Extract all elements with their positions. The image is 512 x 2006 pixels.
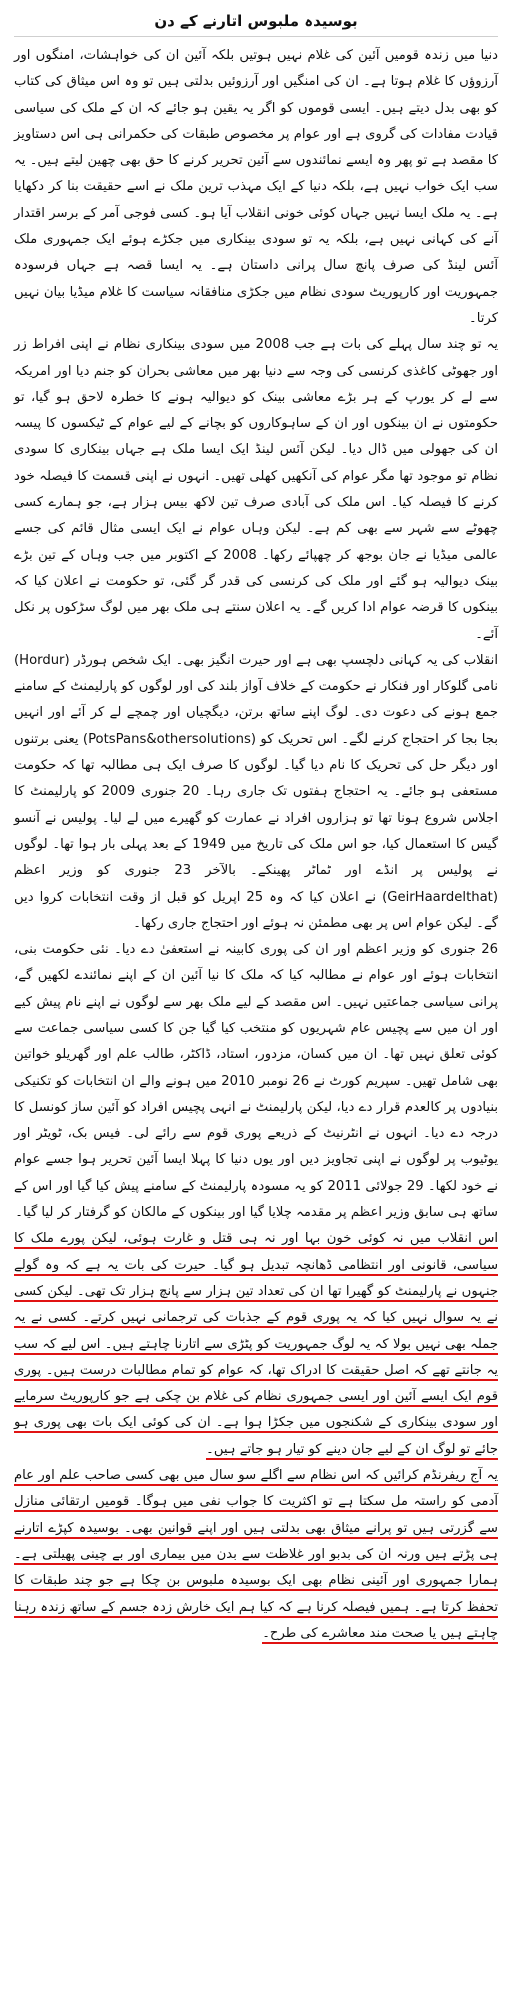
red-underline-marking: یہ آج ریفرنڈم کرائیں کہ اس نظام سے اگلے سو سال میں بھی کسی صاحب علم اور عام آدمی کو راستہ مل سکتا ہے تو اکثریت کا جواب نفی میں ہوگا۔ قومیں ارتقائی منازل سے گزرتی ہیں تو پرانے میثاق بھی بدلتی ہیں اور اپنے قوانین بھی۔ بوسیدہ کپڑے اتارنے ہی پڑتے ہیں ورنہ ان کی بدبو اور غلاظت سے بدن میں بیماری اور بے چینی پھیلتی ہے۔ ہمارا جمہوری اور آئینی نظام بھی ایک بوسیدہ ملبوس بن چکا ہے جو چند طبقات کا تحفظ کرتا ہے۔ ہمیں فیصلہ کرنا ہے کہ کیا ہم ایک خارش زدہ جسم کے ساتھ زندہ رہنا چاہتے ہیں یا صحت مند معاشرے کی طرح۔ bbox=[14, 1468, 498, 1644]
paragraph-5-highlighted bbox=[14, 1226, 498, 1463]
paragraph-2: یہ تو چند سال پہلے کی بات ہے جب 2008 میں سودی بینکاری نظام نے اپنی افراط زر اور جھوٹی کاغذی کرنسی کی وجہ سے دنیا بھر میں معاشی بحران کو جنم دیا اور امریکہ سے لے کر یورپ کے ہر بڑے معاشی بینک کو دیوالیہ ہونے کا خطرہ لاحق ہو گیا، تو حکومتوں نے ان بینکوں اور ان کے ساہوکاروں کو بچانے کے لیے عوام کے ٹیکسوں کا پیسہ ان کی جھولی میں ڈال دیا۔ لیکن آئس لینڈ ایک ایسا ملک ہے جہاں بینکاری کا سودی نظام تو موجود تھا مگر عوام کی آنکھیں کھلی تھیں۔ انہوں نے اپنی قسمت کا فیصلہ خود کرنے کا فیصلہ کیا۔ اس ملک کی آبادی صرف تین لاکھ بیس ہزار ہے، جو ہمارے کسی چھوٹے سے شہر سے بھی کم ہے۔ لیکن وہاں عوام نے ایک ایسی مثال قائم کی جسے عالمی میڈیا نے جان بوجھ کر چھپائے رکھا۔ 2008 کے اکتوبر میں جب وہاں کے تین بڑے بینک دیوالیہ ہو گئے اور ملک کی کرنسی کی قدر گر گئی، تو حکومت نے اعلان کیا کہ بینکوں کا قرضہ عوام ادا کریں گے۔ یہ اعلان سنتے ہی ملک بھر میں لوگ سڑکوں پر نکل آئے۔ bbox=[14, 337, 499, 642]
paragraph-3: انقلاب کی یہ کہانی دلچسپ بھی ہے اور حیرت انگیز بھی۔ ایک شخص ہورڈر (Hordur) نامی گلوکار اور فنکار نے حکومت کے خلاف آواز بلند کی اور لوگوں کو پارلیمنٹ کے سامنے جمع ہونے کی دعوت دی۔ لوگ اپنے ساتھ برتن، دیگچیاں اور چمچے لے کر آئے اور انہیں بجا بجا کر احتجاج کرنے لگے۔ اس تحریک کو (PotsPans&othersolutions) یعنی برتنوں اور دیگر حل کی تحریک کا نام دیا گیا۔ لوگوں کا صرف ایک ہی مطالبہ تھا کہ حکومت مستعفی ہو جائے۔ یہ احتجاج ہفتوں تک جاری رہا۔ 20 جنوری 2009 کو پارلیمنٹ کا اجلاس شروع ہونا تھا تو ہزاروں افراد نے عمارت کو گھیرے میں لے لیا۔ پولیس نے آنسو گیس کا استعمال کیا، جو اس ملک کی تاریخ میں 1949 کے بعد پہلی بار ہوا تھا۔ لوگوں نے پولیس پر انڈے اور ٹماٹر پھینکے۔ بالآخر 23 جنوری کو وزیر اعظم (GeirHaardelthat) نے اعلان کیا کہ وہ 25 اپریل کو قبل از وقت انتخابات کروا دیں گے۔ لیکن عوام اس پر بھی مطمئن نہ ہوئے اور احتجاج جاری رکھا۔ bbox=[14, 652, 499, 931]
article-body bbox=[14, 43, 498, 1647]
column-title: بوسیدہ ملبوس اتارنے کے دن bbox=[14, 12, 498, 37]
paragraph-4: 26 جنوری کو وزیر اعظم اور ان کی پوری کابینہ نے استعفیٰ دے دیا۔ نئی حکومت بنی، انتخابات ہوئے اور عوام نے مطالبہ کیا کہ ملک کا نیا آئین ان کے اپنے نمائندے لکھیں گے، پرانی سیاسی جماعتیں نہیں۔ اس مقصد کے لیے ملک بھر سے لوگوں نے اپنے نام پیش کیے اور ان میں سے پچیس عام شہریوں کو منتخب کیا گیا جن کا کسی سیاسی جماعت سے کوئی تعلق نہیں تھا۔ ان میں کسان، مزدور، استاد، ڈاکٹر، طالب علم اور گھریلو خواتین بھی شامل تھیں۔ سپریم کورٹ نے 26 نومبر 2010 میں ہونے والے ان انتخابات کو تکنیکی بنیادوں پر کالعدم قرار دے دیا، لیکن پارلیمنٹ نے انہی پچیس افراد کو آئین ساز کونسل کا درجہ دے دیا۔ انہوں نے انٹرنیٹ کے ذریعے پوری قوم سے رائے لی۔ فیس بک، ٹویٹر اور یوٹیوب پر لوگوں نے اپنی تجاویز دیں اور یوں دنیا کا پہلا ایسا آئین تحریر ہوا جسے عوام نے خود لکھا۔ 29 جولائی 2011 کو یہ مسودہ پارلیمنٹ کے سامنے پیش کیا گیا اور اس کے ساتھ ہی سابق وزیر اعظم پر مقدمہ چلایا گیا اور بینکوں کے مالکان کو گرفتار کر لیا گیا۔ bbox=[14, 942, 499, 1221]
red-underline-marking: اس انقلاب میں نہ کوئی خون بہا اور نہ ہی قتل و غارت ہوئی، لیکن پورے ملک کا سیاسی، قانونی اور انتظامی ڈھانچہ تبدیل ہو گیا۔ حیرت کی بات یہ ہے کہ وہ گولے جنہوں نے پارلیمنٹ کو گھیرا تھا ان کی تعداد تین ہزار سے پانچ ہزار تک تھی۔ لیکن کسی نے یہ سوال نہیں کیا کہ یہ پوری قوم کے جذبات کی ترجمانی نہیں کرتے۔ کسی نے یہ جملہ بھی نہیں بولا کہ یہ لوگ جمہوریت کو پٹڑی سے اتارنا چاہتے ہیں۔ اس لیے کہ سب یہ جانتے تھے کہ اصل حقیقت کا ادراک تھا، کہ عوام کو تمام مطالبات درست ہیں۔ پوری قوم ایک ایسے آئین اور ایسی جمہوری نظام کی غلام بن چکی ہے جو کارپوریٹ سرمایے اور سودی بینکاری کے شکنجوں میں جکڑا ہوا ہے۔ ان کی کوئی ایک بات بھی پوری ہو جائے تو لوگ ان کے لیے جان دینے کو تیار ہو جاتے ہیں۔ bbox=[14, 1231, 498, 1459]
paragraph-1: دنیا میں زندہ قومیں آئین کی غلام نہیں ہوتیں بلکہ آئین ان کی خواہشات، امنگوں اور آرزوؤں کا غلام ہوتا ہے۔ ان کی امنگیں اور آرزوئیں بدلتی ہیں تو وہ اس میثاق کی کتاب کو بھی بدل دیتے ہیں۔ ایسی قوموں کو اگر یہ یقین ہو جائے کہ ان کے ملک کی سیاسی قیادت مفادات کی گروی ہے اور عوام پر مخصوص طبقات کی حکمرانی ہی اس دستاویز کا مقصد ہے تو پھر وہ ایسے نمائندوں سے آئین تحریر کرنے کا حق بھی چھین لیتے ہیں۔ یہ سب ایک خواب نہیں ہے، بلکہ دنیا کے ایک مہذب ترین ملک نے اسے حقیقت بنا کر دکھایا ہے۔ یہ ملک ایسا نہیں جہاں کوئی خونی انقلاب آیا ہو۔ کسی فوجی آمر کے برسر اقتدار آنے کی کہانی نہیں ہے، بلکہ یہ تو سودی بینکاری میں جکڑے ہوئے ایک جمہوری ملک آئس لینڈ کی صرف پانچ سال پرانی داستان ہے۔ یہ ایسا قصہ ہے جہاں فرسودہ جمہوریت اور کارپوریٹ سودی نظام میں جکڑی منافقانہ سیاست کا غلام میڈیا بیان نہیں کرتا۔ bbox=[14, 48, 498, 326]
paragraph-6-highlighted bbox=[14, 1463, 498, 1647]
